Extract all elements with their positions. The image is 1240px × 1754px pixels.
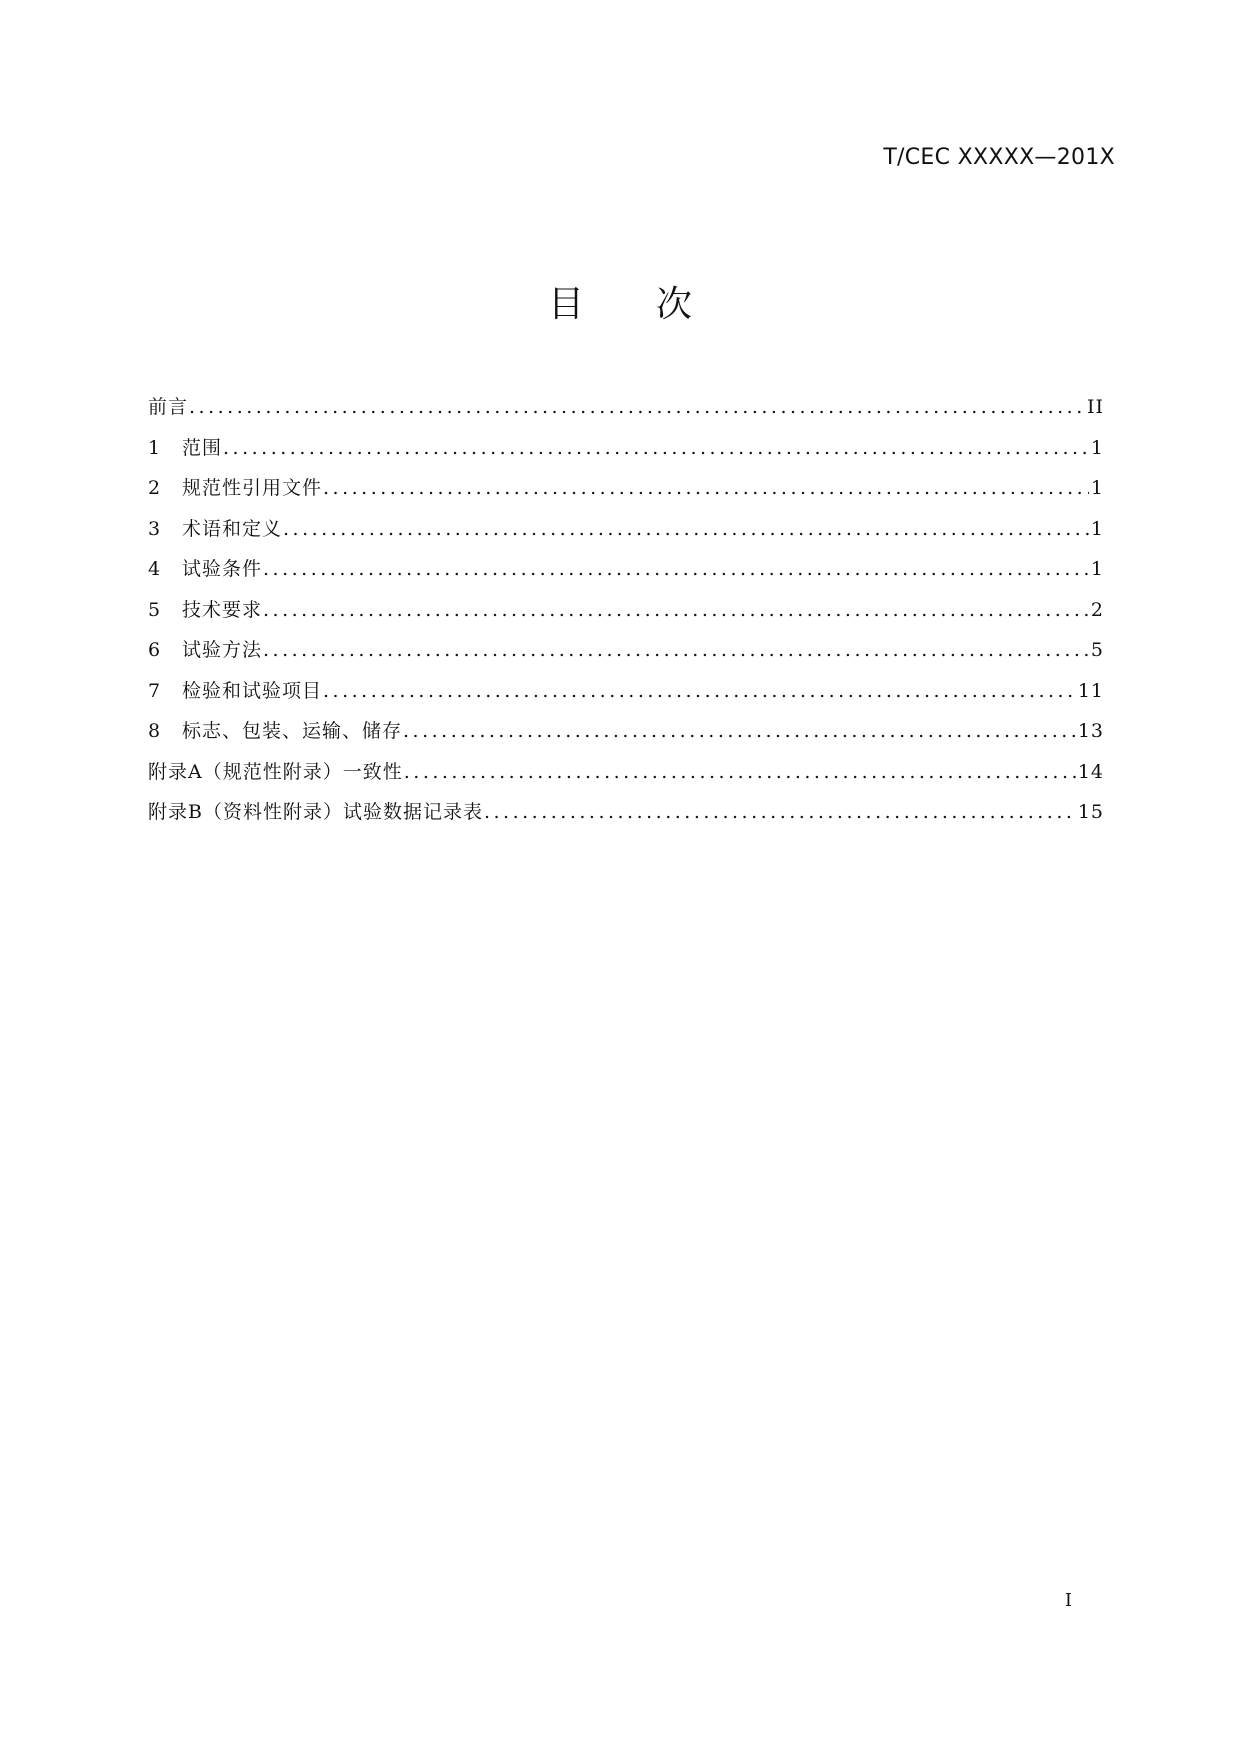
dot-leader xyxy=(323,477,1089,499)
dot-leader xyxy=(263,558,1089,580)
toc-entry-label: 附录A（规范性附录）一致性 xyxy=(148,760,403,783)
toc-entry-number: 5 xyxy=(148,598,161,621)
dot-leader xyxy=(404,761,1076,783)
toc-entry-foreword[interactable] xyxy=(148,392,1104,433)
toc-entry-page: 1 xyxy=(1090,558,1104,580)
toc-entry-page: 2 xyxy=(1090,598,1104,621)
toc-entry-page: 11 xyxy=(1077,679,1104,702)
toc-entry-number: 1 xyxy=(148,436,161,459)
toc-entry-inspection-items[interactable] xyxy=(148,676,1104,717)
toc-entry-page: 5 xyxy=(1090,639,1104,661)
dot-leader xyxy=(403,720,1076,742)
toc-entry-terms-definitions[interactable] xyxy=(148,514,1104,555)
toc-entry-label: 试验条件 xyxy=(182,558,263,580)
table-of-contents xyxy=(148,392,1104,838)
toc-entry-label: 试验方法 xyxy=(182,639,263,661)
toc-entry-test-conditions[interactable] xyxy=(148,554,1104,595)
toc-entry-technical-requirements[interactable] xyxy=(148,595,1104,636)
toc-entry-page: 14 xyxy=(1077,760,1104,783)
toc-entry-page: 1 xyxy=(1090,477,1104,499)
toc-entry-label: 前言 xyxy=(148,396,189,418)
toc-entry-annex-a[interactable] xyxy=(148,757,1104,798)
toc-entry-test-methods[interactable] xyxy=(148,635,1104,676)
toc-entry-label: 附录B（资料性附录）试验数据记录表 xyxy=(148,801,483,823)
dot-leader xyxy=(484,801,1076,823)
toc-entry-page: II xyxy=(1086,396,1104,418)
toc-entry-normative-references[interactable] xyxy=(148,473,1104,514)
toc-entry-marking-packaging[interactable] xyxy=(148,716,1104,757)
dot-leader xyxy=(263,599,1089,621)
dot-leader xyxy=(189,396,1085,418)
toc-entry-page: 1 xyxy=(1090,517,1104,540)
toc-entry-page: 1 xyxy=(1090,436,1104,459)
toc-entry-number: 7 xyxy=(148,679,161,702)
toc-entry-label: 标志、包装、运输、储存 xyxy=(182,720,403,742)
toc-entry-number: 8 xyxy=(148,720,161,742)
toc-entry-label: 规范性引用文件 xyxy=(182,477,323,499)
toc-entry-number: 6 xyxy=(148,639,161,661)
toc-entry-page: 13 xyxy=(1077,720,1104,742)
toc-entry-number: 3 xyxy=(148,517,161,540)
toc-entry-annex-b[interactable] xyxy=(148,797,1104,838)
dot-leader xyxy=(283,518,1089,540)
toc-entry-scope[interactable] xyxy=(148,433,1104,474)
dot-leader xyxy=(263,639,1089,661)
toc-entry-label: 技术要求 xyxy=(182,598,263,621)
toc-entry-number: 4 xyxy=(148,558,161,580)
toc-entry-number: 2 xyxy=(148,477,161,499)
toc-entry-label: 术语和定义 xyxy=(182,517,283,540)
document-code: T/CEC XXXXX—201X xyxy=(883,145,1115,170)
toc-entry-page: 15 xyxy=(1077,801,1104,823)
page-number: I xyxy=(1064,1590,1072,1611)
toc-entry-label: 范围 xyxy=(182,436,223,459)
dot-leader xyxy=(323,680,1076,702)
toc-title: 目次 xyxy=(547,284,764,325)
dot-leader xyxy=(223,437,1089,459)
toc-entry-label: 检验和试验项目 xyxy=(182,679,323,702)
